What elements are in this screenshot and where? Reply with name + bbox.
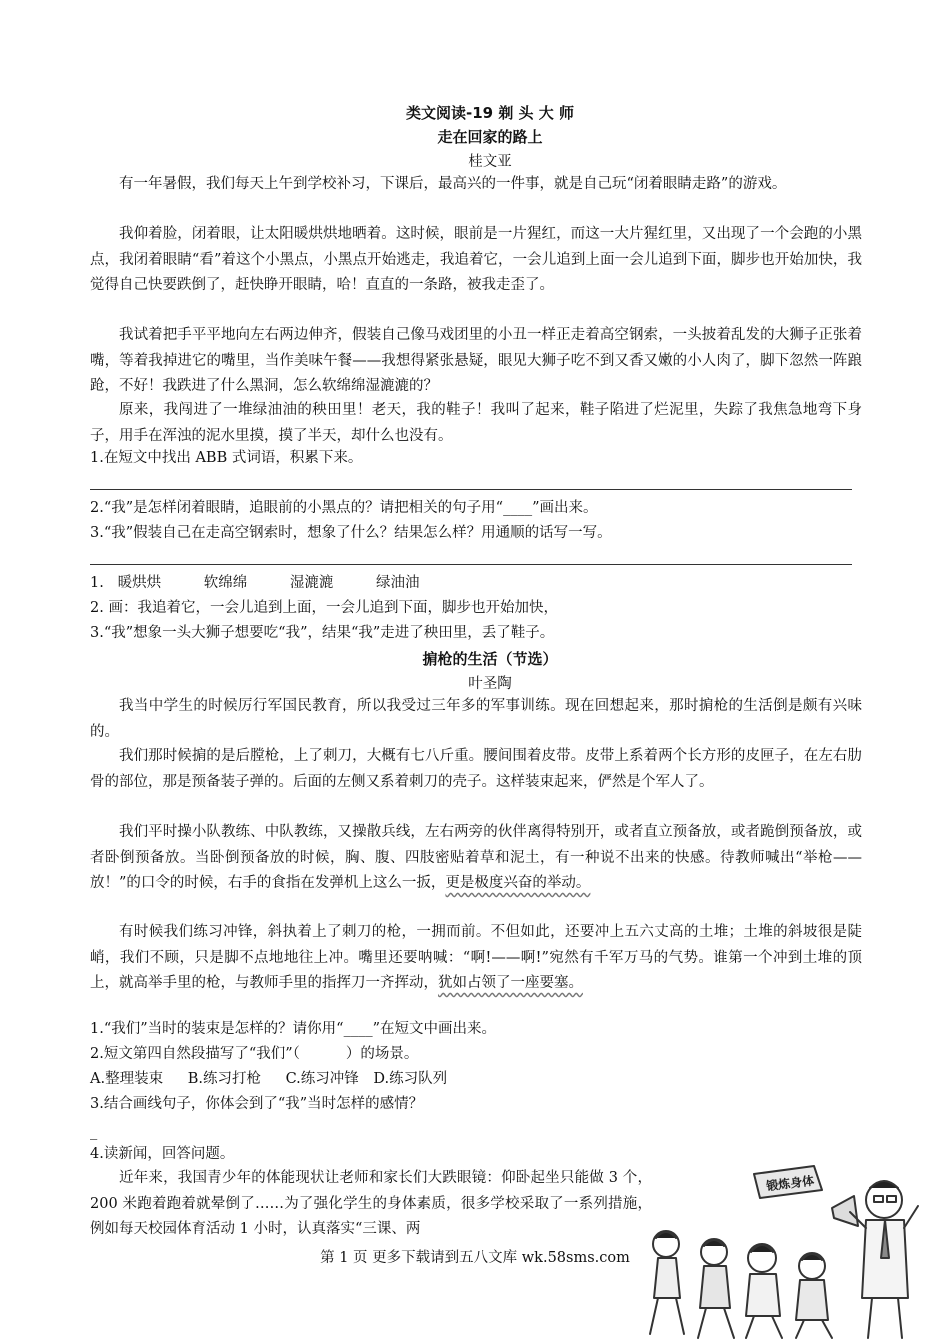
passage2-question-1: 1.“我们”当时的装束是怎样的？请你用“____”在短文中画出来。	[90, 1021, 496, 1037]
blank-mark: _	[90, 1124, 98, 1140]
passage2-question-3: 3.结合画线句子，你体会到了“我”当时怎样的感情？	[90, 1096, 424, 1112]
question-text: 2.短文第四自然段描写了“我们”（	[90, 1046, 300, 1062]
passage1-answer-2: 2. 画：我追着它，一会儿追到上面，一会儿追到下面，脚步也开始加快，	[90, 600, 558, 616]
document-title: 类文阅读-19 剃 头 大 师	[406, 104, 574, 122]
answer-label: 1.	[90, 575, 104, 591]
passage2-question-2	[90, 1042, 418, 1066]
answer-word: 绿油油	[376, 575, 420, 591]
answer-word: 软绵绵	[203, 575, 248, 591]
passage2-paragraph-1: 我当中学生的时候厉行军国民教育，所以我受过三年多的军事训练。现在回想起来，那时掮枪的生活倒是颇有兴味的。	[90, 698, 862, 740]
option-a: A.整理装束	[90, 1071, 164, 1087]
banner-text: 锻炼身体	[765, 1173, 815, 1194]
question-text: ）的场景。	[345, 1046, 419, 1062]
paragraph-text: 有时候我们练习冲锋，斜执着上了刺刀的枪，一拥而前。不但如此，还要冲上五六丈高的土堆；土堆的斜坡很是陡峭，我们不顾，只是脚不点地地往上冲。嘴里还要呐喊：“啊!——啊!”宛然有千军万马的气势。谁第一个冲到土堆的顶上，就高举手里的枪，与教师手里的指挥刀一齐挥动，	[90, 924, 862, 991]
passage2-title: 掮枪的生活（节选）	[422, 650, 558, 668]
option-d: D.练习队列	[373, 1071, 448, 1087]
passage1-paragraph-2: 我仰着脸，闭着眼，让太阳暖烘烘地晒着。这时候，眼前是一片猩红，而这一大片猩红里，又出现了一个会跑的小黑点，我闭着眼睛“看”着这个小黑点，小黑点开始逃走，我追着它，一会儿追到上面一会儿追到下面，脚步也开始加快，我觉得自己快要跌倒了，赶快睁开眼睛，哈！直直的一条路，被我走歪了。	[90, 226, 862, 293]
exercise-cartoon-illustration	[636, 1148, 936, 1340]
answer-line	[90, 564, 852, 565]
option-b: B.练习打枪	[187, 1071, 261, 1087]
answer-word: 暖烘烘	[117, 575, 162, 591]
passage1-paragraph-4: 原来，我闯进了一堆绿油油的秧田里！老天，我的鞋子！我叫了起来，鞋子陷进了烂泥里，失踪了我焦急地弯下身子，用手在浑浊的泥水里摸，摸了半天，却什么也没有。	[90, 402, 862, 444]
news-paragraph: 近年来，我国青少年的体能现状让老师和家长们大跌眼镜：仰卧起坐只能做 3 个，200 米跑着跑着就晕倒了……为了强化学生的身体素质，很多学校采取了一系列措施，例如每天校园体育活动 1 小时，认真落实“三课、两	[90, 1170, 652, 1237]
paragraph-text: 我们平时操小队教练、中队教练，又操散兵线，左右两旁的伙伴离得特别开，或者直立预备放，或者跪倒预备放，或者卧倒预备放。当卧倒预备放的时候，胸、腹、四肢密贴着草和泥土，有一种说不出来的快感。待教师喊出“举枪——放！”的口令的时候，右手的食指在发弹机上这么一扳，	[90, 824, 862, 891]
passage1-paragraph-1: 有一年暑假，我们每天上午到学校补习，下课后，最高兴的一件事，就是自己玩“闭着眼睛走路”的游戏。	[119, 176, 787, 192]
passage1-question-2: 2.“我”是怎样闭着眼睛，追眼前的小黑点的？请把相关的句子用“____”画出来。	[90, 500, 598, 516]
page-footer: 第 1 页 更多下载请到五八文库 wk.58sms.com	[320, 1250, 630, 1266]
answer-line	[90, 489, 852, 490]
passage2-paragraph-2: 我们那时候掮的是后膛枪，上了刺刀，大概有七八斤重。腰间围着皮带。皮带上系着两个长方形的皮匣子，在左右肋骨的部位，那是预备装子弹的。后面的左侧又系着刺刀的壳子。这样装束起来，俨然是个军人了。	[90, 748, 862, 790]
passage1-author: 桂文亚	[468, 154, 512, 170]
passage2-paragraph-3	[90, 820, 862, 897]
passage1-answer-3: 3.“我”想象一头大狮子想要吃“我”，结果“我”走进了秧田里，丢了鞋子。	[90, 625, 555, 641]
option-c: C.练习冲锋	[285, 1071, 359, 1087]
passage1-paragraph-3: 我试着把手平平地向左右两边伸齐，假装自己像马戏团里的小丑一样正走着高空钢索，一头披着乱发的大狮子正张着嘴，等着我掉进它的嘴里，当作美味午餐——我想得紧张悬疑，眼见大狮子吃不到又香又嫩的小人肉了，脚下忽然一阵踉跄，不好！我跌进了什么黑洞，怎么软绵绵湿漉漉的？	[90, 327, 862, 394]
wavy-underlined-sentence: 犹如占领了一座要塞。	[438, 975, 583, 991]
passage1-question-1: 1.在短文中找出 ABB 式词语，积累下来。	[90, 450, 363, 466]
passage2-question-2-options	[90, 1067, 447, 1091]
passage1-title: 走在回家的路上	[437, 128, 543, 146]
wavy-underlined-sentence: 更是极度兴奋的举动。	[445, 875, 591, 891]
passage2-author: 叶圣陶	[468, 676, 512, 692]
question-4: 4.读新闻，回答问题。	[90, 1146, 235, 1162]
answer-word: 湿漉漉	[289, 575, 334, 591]
passage2-paragraph-4	[90, 920, 862, 997]
passage1-answer-1	[90, 571, 420, 595]
passage1-question-3: 3.“我”假装自己在走高空钢索时，想象了什么？结果怎么样？用通顺的话写一写。	[90, 525, 612, 541]
